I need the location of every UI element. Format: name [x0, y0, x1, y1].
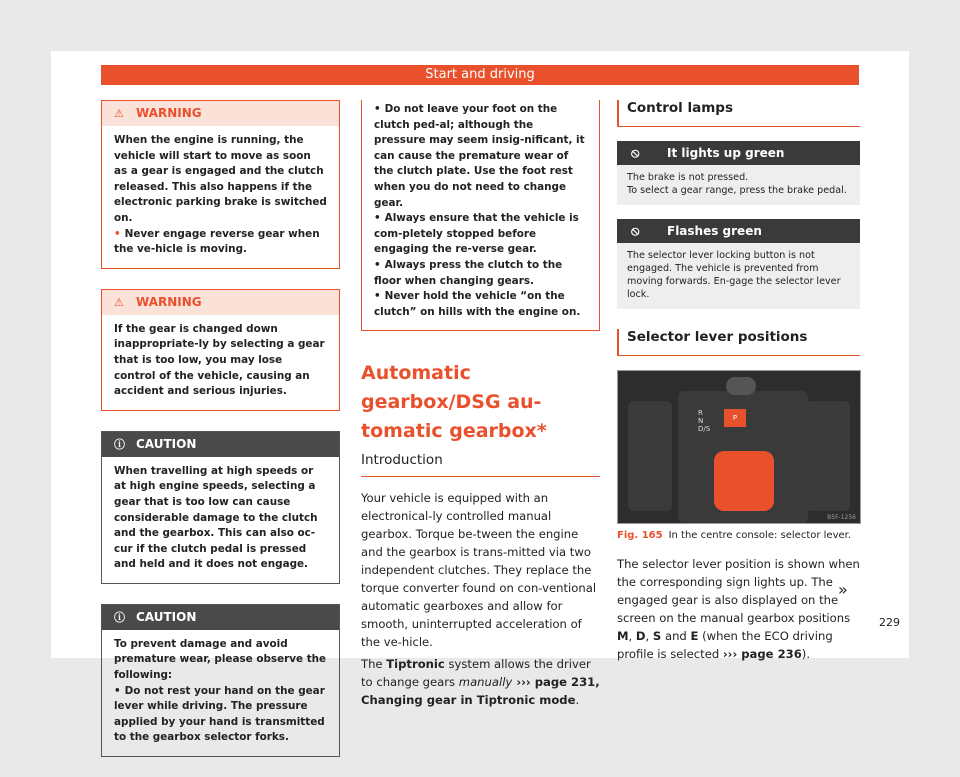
warning-body: [102, 126, 339, 268]
selector-positions-title: Selector lever positions: [617, 329, 860, 356]
drive-mode-button: [726, 377, 756, 395]
park-button: P: [724, 409, 746, 427]
column-left: [101, 100, 340, 777]
section-title: Automatic gearbox/DSG au-tomatic gearbox*: [361, 362, 547, 443]
lamp-entry: [617, 141, 860, 205]
warning-continued-box: [361, 100, 600, 331]
console-side: [628, 401, 672, 511]
gear-indicator-letters: R N D/S: [698, 409, 711, 433]
info-circle-icon: ⓘ: [114, 610, 125, 624]
tiptronic-paragraph: The Tiptronic system allows the driver to change gears manually ››› page 231, Changing gear in Tiptronic mode.: [361, 657, 600, 708]
selector-lever-photo: [617, 370, 861, 524]
warning-triangle-icon: ⚠: [114, 295, 124, 309]
column-right: [617, 100, 860, 667]
warning-text: When the engine is running, the vehicle will start to move as soon as a gear is engaged and the clutch released. This also happens if the electronic parking brake is switched on.: [114, 134, 327, 224]
lamp-entry: [617, 219, 860, 309]
column-middle: [361, 100, 600, 713]
lamp-description: The brake is not pressed. To select a gear range, press the brake pedal.: [617, 165, 860, 205]
warning-text: If the gear is changed down inappropriate-ly by selecting a gear that is too low, you may lose control of the vehicle, causing an accident and serious injuries.: [114, 322, 325, 398]
console-side: [806, 401, 850, 511]
list-item: • Always press the clutch to the floor when changing gears.: [374, 258, 587, 289]
intro-paragraph: Your vehicle is equipped with an electronical-ly controlled manual gearbox. Torque be-tween the engine and the gearbox is trans-mitted via two independent clutches. They replace the torque converter found on con-ventional automatic gearboxes and allow for smooth, uninterrupted acceleration of the ve-hicle.: [361, 491, 597, 650]
tiptronic-term: Tiptronic: [386, 657, 445, 672]
lamp-description: The selector lever locking button is not engaged. The vehicle is prevented from moving forwards. En-gage the selector lever lock.: [617, 243, 860, 309]
selector-paragraph: The selector lever position is shown when the corresponding sign lights up. The engaged gear is also displayed on the screen on the manual gearbox positions M, D, S and E (when the ECO driving profile is selected ››› page 236).: [617, 557, 860, 661]
caution-label: CAUTION: [136, 609, 197, 624]
caution-box: [101, 431, 340, 584]
continue-mark: »: [838, 580, 848, 599]
list-item: • Always ensure that the vehicle is com-pletely stopped before engaging the re-verse gear.: [374, 211, 587, 258]
warning-box: [101, 100, 340, 269]
figure-caption: Fig. 165 In the centre console: selector lever.: [617, 530, 852, 541]
info-circle-icon: ⓘ: [114, 437, 125, 451]
warning-triangle-icon: ⚠: [114, 107, 124, 120]
brake-lamp-icon: ⦸: [631, 224, 640, 239]
lamp-header: ⦸ Flashes green: [617, 219, 860, 243]
page-reference-link[interactable]: ››› page 231, Changing gear in Tiptronic mode: [361, 675, 600, 708]
warning-continued-body: [362, 100, 599, 330]
warning-bullet: • Never engage reverse gear when the ve-hicle is moving.: [114, 227, 327, 258]
warning-label: WARNING: [136, 294, 202, 309]
subsection-title: Introduction: [361, 452, 600, 477]
page-reference-link[interactable]: ››› page 236: [722, 647, 802, 661]
control-lamps-title: Control lamps: [617, 100, 860, 127]
caution-bullet: • Do not rest your hand on the gear lever while driving. The pressure applied by your hand is transmitted to the gearbox selector forks.: [114, 684, 327, 746]
caution-body: [102, 457, 339, 583]
list-item: • Do not leave your foot on the clutch ped-al; although the pressure may seem insig-nificant, it can cause the premature wear of the clutch plate. Use the foot rest when you do not need to change gear.: [374, 102, 587, 211]
caution-text: When travelling at high speeds or at high engine speeds, selecting a gear that is too low can cause considerable damage to the clutch and the gearbox. This can also oc-cur if the clutch pedal is pressed and held and it does not engage.: [114, 464, 318, 571]
list-item: • Never hold the vehicle “on the clutch” on hills with the engine on.: [374, 289, 587, 320]
image-code: B5F-1256: [827, 514, 856, 521]
caution-box: [101, 604, 340, 757]
warning-body: [102, 315, 339, 410]
caution-header: [102, 605, 339, 630]
page-number: 229: [879, 616, 900, 629]
warning-label: WARNING: [136, 106, 202, 120]
chapter-header: Start and driving: [101, 65, 859, 85]
caution-text: To prevent damage and avoid premature wear, please observe the following:: [114, 637, 327, 682]
lamp-header: ⦸ It lights up green: [617, 141, 860, 165]
warning-box: [101, 289, 340, 411]
warning-header: [102, 290, 339, 315]
selector-lever-knob: [714, 451, 774, 511]
caution-body: [102, 630, 339, 756]
caution-header: [102, 432, 339, 457]
brake-lamp-icon: ⦸: [631, 146, 640, 161]
warning-header: [102, 101, 339, 126]
caution-label: CAUTION: [136, 436, 197, 451]
